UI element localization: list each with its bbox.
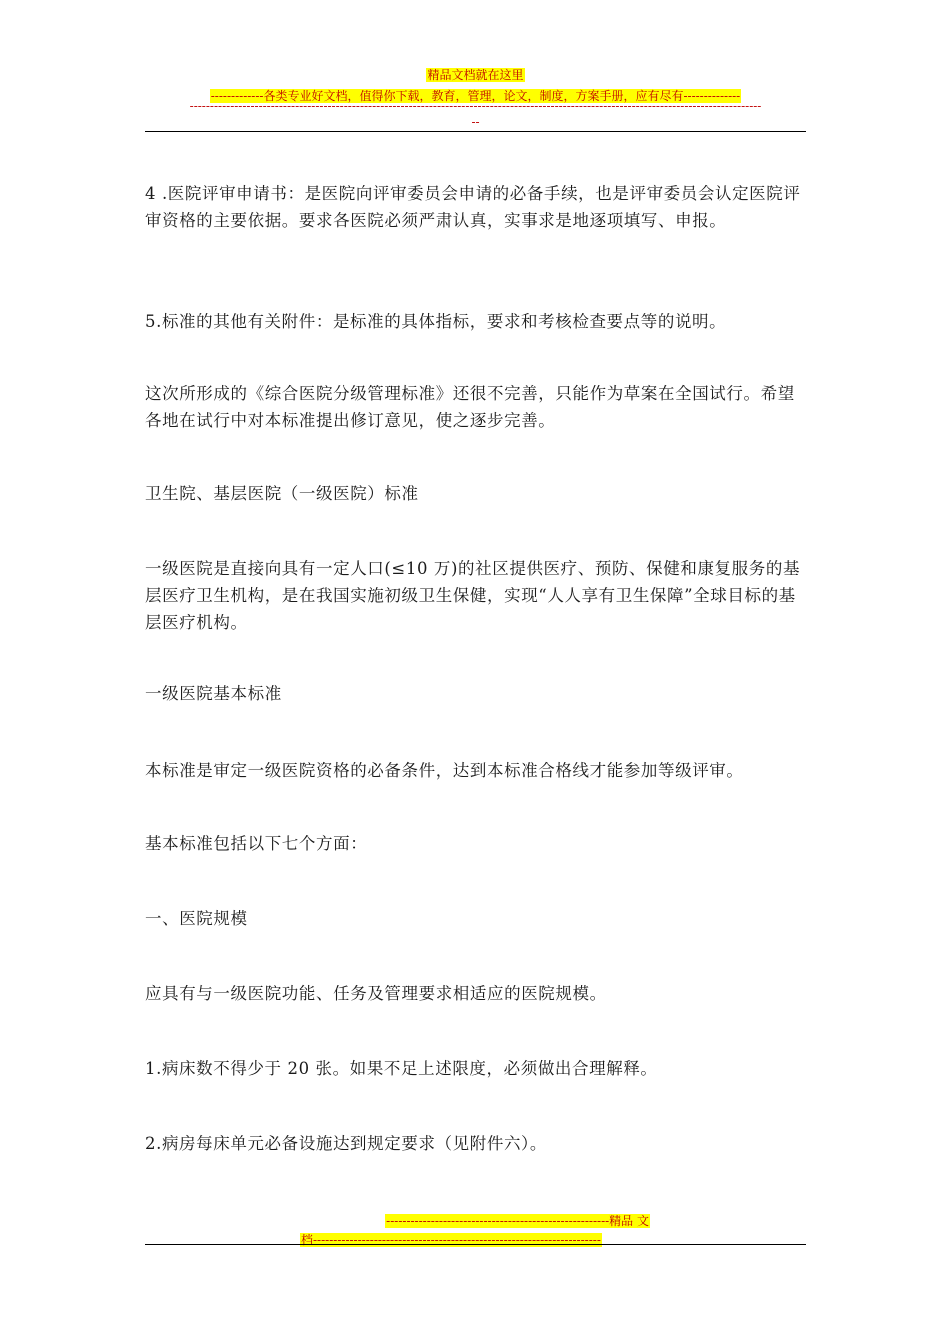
section-heading-level1: 卫生院、基层医院（一级医院）标准 xyxy=(145,484,419,503)
paragraph-definition: 一级医院是直接向具有一定人口(≤10 万)的社区提供医疗、预防、保健和康复服务的基层医疗卫生机构，是在我国实施初级卫生保健，实现“人人享有卫生保障”全球目标的基层医疗机构。 xyxy=(145,559,801,632)
paragraph-seven-aspects: 基本标准包括以下七个方面： xyxy=(145,834,368,853)
header-dash-line: --------------------------------------------------------------------------------------------------------------------------------------------- xyxy=(189,99,762,113)
paragraph-appendix: 5.标准的其他有关附件：是标准的具体指标，要求和考核检查要点等的说明。 xyxy=(145,312,727,331)
footer-line2: 档----------------------------------------------------------------------- xyxy=(301,1233,601,1247)
paragraph-draft-note: 这次所形成的《综合医院分级管理标准》还很不完善，只能作为草案在全国试行。希望各地在试行中对本标准提出修订意见，使之逐步完善。 xyxy=(145,384,795,430)
section-heading-scale: 一、医院规模 xyxy=(145,909,248,928)
list-item-ward-facilities: 2.病房每床单元必备设施达到规定要求（见附件六）。 xyxy=(145,1134,547,1153)
paragraph-application-form: 4 .医院评审申请书：是医院向评审委员会申请的必备手续，也是评审委员会认定医院评审资格的主要依据。要求各医院必须严肃认真，实事求是地逐项填写、申报。 xyxy=(145,184,801,230)
section-heading-basic: 一级医院基本标准 xyxy=(145,684,282,703)
header-subtitle: -------------各类专业好文档，值得你下载，教育，管理，论文，制度，方案手册，应有尽有-------------- xyxy=(210,89,741,103)
page-footer xyxy=(300,1210,650,1248)
footer-rule xyxy=(145,1244,806,1245)
header-rule xyxy=(145,131,806,132)
header-dash-tail: -- xyxy=(471,115,480,129)
header-title: 精品文档就在这里 xyxy=(427,68,524,82)
paragraph-scale: 应具有与一级医院功能、任务及管理要求相适应的医院规模。 xyxy=(145,984,607,1003)
list-item-beds: 1.病床数不得少于 20 张。如果不足上述限度，必须做出合理解释。 xyxy=(145,1059,658,1078)
paragraph-basic-standard: 本标准是审定一级医院资格的必备条件，达到本标准合格线才能参加等级评审。 xyxy=(145,761,744,780)
footer-line1: -------------------------------------------------------精品 文 xyxy=(386,1214,649,1228)
